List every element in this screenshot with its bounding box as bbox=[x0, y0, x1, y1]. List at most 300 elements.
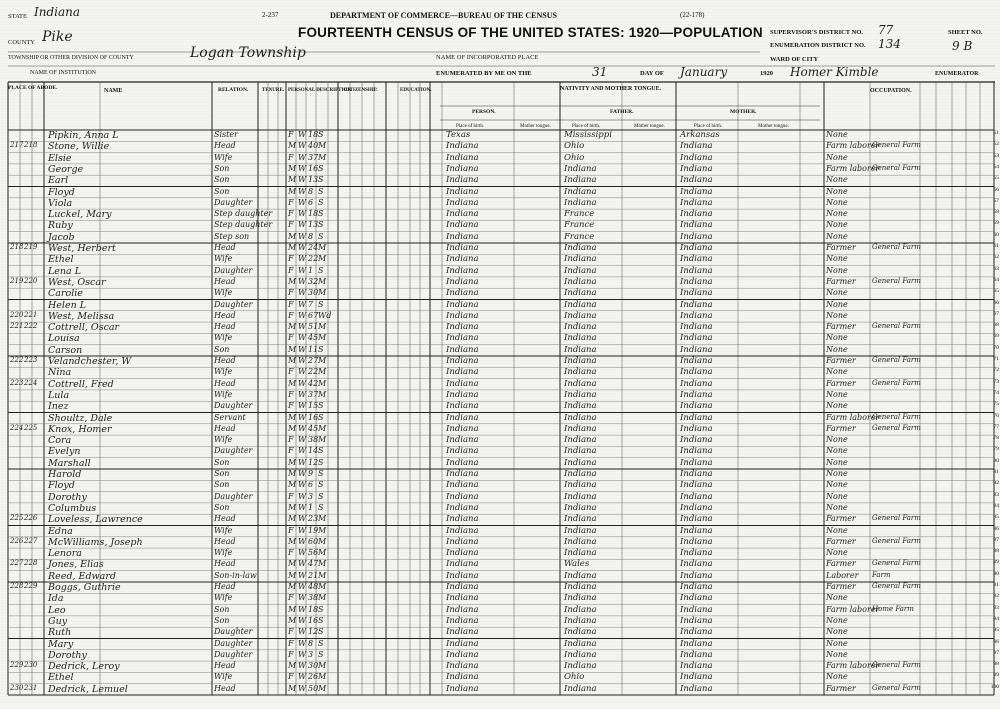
race: W bbox=[298, 548, 307, 558]
relation: Wife bbox=[214, 593, 233, 603]
line-number: 69 bbox=[993, 333, 999, 340]
relation: Head bbox=[214, 276, 236, 286]
marital-status: S bbox=[318, 344, 324, 354]
father-birthplace: Indiana bbox=[564, 423, 597, 434]
line-number: 91 bbox=[993, 582, 999, 588]
industry: General Farm bbox=[872, 356, 921, 364]
birthplace: Indiana bbox=[446, 615, 479, 626]
industry: General Farm bbox=[872, 141, 921, 150]
birthplace: Indiana bbox=[446, 299, 479, 310]
race: W bbox=[298, 265, 307, 275]
marital-status: S bbox=[318, 649, 324, 659]
age: 67 bbox=[308, 310, 319, 320]
marital-status: S bbox=[318, 627, 324, 637]
sex: F bbox=[288, 254, 294, 264]
relation: Daughter bbox=[214, 197, 253, 207]
race: W bbox=[298, 186, 307, 196]
race: W bbox=[298, 627, 307, 637]
person-name: Inez bbox=[48, 401, 69, 413]
family-number: 223 bbox=[24, 356, 38, 364]
father-birthplace: Indiana bbox=[564, 683, 597, 694]
person-name: Marshall bbox=[48, 457, 91, 469]
occupation: Farmer bbox=[826, 276, 856, 286]
race: W bbox=[298, 220, 307, 230]
relation: Head bbox=[214, 141, 236, 151]
race: W bbox=[298, 480, 307, 490]
relation: Head bbox=[214, 322, 236, 332]
person-name: Elsie bbox=[48, 152, 72, 164]
mother-birthplace: Indiana bbox=[680, 152, 713, 163]
birthplace: Indiana bbox=[446, 367, 479, 378]
heading-relation: RELATION. bbox=[218, 87, 249, 93]
person-name: Columbus bbox=[48, 502, 97, 514]
occupation: None bbox=[826, 344, 848, 354]
mother-birthplace: Indiana bbox=[680, 231, 713, 242]
birthplace: Indiana bbox=[446, 152, 479, 163]
race: W bbox=[298, 209, 307, 219]
industry: Home Farm bbox=[872, 604, 914, 613]
marital-status: M bbox=[318, 333, 327, 343]
occupation: Farm laborer bbox=[826, 604, 880, 614]
race: W bbox=[298, 175, 307, 185]
marital-status: S bbox=[318, 299, 324, 309]
marital-status: S bbox=[318, 604, 324, 614]
birthplace: Indiana bbox=[446, 582, 479, 592]
age: 14 bbox=[308, 446, 319, 456]
industry: General Farm bbox=[872, 276, 921, 285]
birthplace: Indiana bbox=[446, 231, 479, 242]
sex: M bbox=[288, 469, 297, 478]
race: W bbox=[298, 152, 307, 162]
line-number: 90 bbox=[993, 570, 999, 577]
line-number: 77 bbox=[993, 423, 999, 430]
mother-birthplace: Indiana bbox=[680, 367, 713, 378]
father-birthplace: Indiana bbox=[564, 401, 597, 412]
industry: General Farm bbox=[872, 514, 921, 523]
birthplace: Indiana bbox=[446, 243, 479, 253]
marital-status: M bbox=[318, 389, 327, 399]
line-number: 74 bbox=[993, 389, 999, 396]
marital-status: S bbox=[318, 615, 324, 625]
mother-birthplace: Indiana bbox=[680, 514, 713, 525]
industry: General Farm bbox=[872, 559, 921, 568]
sex: M bbox=[288, 412, 297, 422]
occupation: Farmer bbox=[826, 243, 856, 252]
form-number-left: 2-237 bbox=[262, 11, 279, 19]
occupation: Farmer bbox=[826, 683, 856, 693]
occupation: Farm laborer bbox=[826, 163, 880, 173]
sex: M bbox=[288, 661, 297, 671]
relation: Daughter bbox=[214, 627, 253, 637]
person-name: George bbox=[48, 163, 84, 175]
family-number: 218 bbox=[24, 141, 38, 150]
occupation: None bbox=[826, 310, 848, 320]
dwelling-number: 222 bbox=[10, 356, 24, 364]
birthplace: Indiana bbox=[446, 265, 479, 276]
birthplace: Indiana bbox=[446, 480, 479, 491]
person-name: McWilliams, Joseph bbox=[48, 536, 143, 548]
father-birthplace: France bbox=[564, 209, 595, 220]
line-number: 96 bbox=[993, 638, 999, 645]
occupation: None bbox=[826, 480, 848, 490]
line-number: 52 bbox=[993, 141, 999, 148]
birthplace: Indiana bbox=[446, 423, 479, 434]
person-name: Cottrell, Fred bbox=[48, 378, 114, 390]
mother-birthplace: Indiana bbox=[680, 469, 713, 479]
heading-personal: PERSONAL DESCRIPTION. bbox=[288, 88, 353, 93]
race: W bbox=[298, 514, 307, 524]
birthplace: Indiana bbox=[446, 525, 479, 536]
relation: Step son bbox=[214, 231, 250, 241]
sex: M bbox=[288, 231, 297, 241]
person-name: Jones, Elias bbox=[48, 559, 104, 571]
occupation: Laborer bbox=[826, 570, 859, 580]
heading-father: FATHER. bbox=[610, 109, 634, 115]
occupation: None bbox=[826, 389, 848, 399]
race: W bbox=[298, 412, 307, 422]
sex: F bbox=[288, 491, 294, 501]
line-number: 86 bbox=[993, 525, 999, 532]
state-label: STATE bbox=[8, 13, 27, 20]
father-birthplace: Indiana bbox=[564, 333, 597, 344]
line-number: 75 bbox=[993, 401, 999, 408]
occupation: None bbox=[826, 638, 848, 648]
birthplace: Indiana bbox=[446, 491, 479, 502]
father-birthplace: Indiana bbox=[564, 276, 597, 287]
race: W bbox=[298, 638, 307, 648]
birthplace: Indiana bbox=[446, 209, 479, 220]
person-name: Ruth bbox=[48, 627, 72, 639]
census-title: FOURTEENTH CENSUS OF THE UNITED STATES: 1920—POPULATION bbox=[298, 25, 763, 40]
father-birthplace: Indiana bbox=[564, 435, 597, 446]
father-birthplace: Indiana bbox=[564, 582, 597, 592]
age: 47 bbox=[308, 559, 319, 569]
person-name: Harold bbox=[48, 469, 82, 480]
race: W bbox=[298, 593, 307, 603]
father-birthplace: Indiana bbox=[564, 548, 597, 559]
age: 30 bbox=[308, 661, 319, 671]
race: W bbox=[298, 401, 307, 411]
father-birthplace: Indiana bbox=[564, 356, 597, 366]
person-name: Dedrick, Lemuel bbox=[48, 683, 128, 695]
marital-status: M bbox=[318, 276, 327, 286]
marital-status: S bbox=[318, 412, 324, 422]
race: W bbox=[298, 469, 307, 478]
age: 60 bbox=[308, 536, 319, 546]
mother-birthplace: Indiana bbox=[680, 389, 713, 400]
mother-birthplace: Indiana bbox=[680, 356, 713, 366]
mother-birthplace: Indiana bbox=[680, 276, 713, 287]
month-value: January bbox=[680, 65, 728, 79]
person-name: West, Melissa bbox=[48, 310, 115, 322]
relation: Son bbox=[214, 502, 230, 512]
age: 15 bbox=[308, 401, 319, 411]
relation: Son bbox=[214, 457, 230, 467]
birthplace: Indiana bbox=[446, 469, 479, 479]
mother-birthplace: Indiana bbox=[680, 570, 713, 581]
father-birthplace: Indiana bbox=[564, 514, 597, 525]
occupation: None bbox=[826, 265, 848, 275]
person-name: Ruby bbox=[48, 220, 73, 232]
marital-status: M bbox=[318, 435, 327, 445]
marital-status: M bbox=[318, 514, 327, 524]
family-number: 228 bbox=[24, 559, 38, 568]
line-number: 88 bbox=[993, 548, 999, 555]
relation: Son bbox=[214, 480, 230, 490]
dwelling-number: 217 bbox=[10, 141, 24, 150]
line-number: 63 bbox=[993, 265, 999, 272]
county-value: Pike bbox=[42, 29, 73, 45]
industry: General Farm bbox=[872, 683, 921, 692]
age: 12 bbox=[308, 627, 319, 637]
father-birthplace: Ohio bbox=[564, 672, 585, 683]
occupation: Farmer bbox=[826, 514, 856, 524]
industry: General Farm bbox=[872, 322, 921, 331]
sex: F bbox=[288, 152, 294, 162]
marital-status: M bbox=[318, 548, 327, 558]
mother-birthplace: Indiana bbox=[680, 344, 713, 355]
person-name: Cora bbox=[48, 435, 72, 447]
line-number: 72 bbox=[993, 367, 999, 374]
person-name: Evelyn bbox=[48, 446, 81, 458]
father-birthplace: Indiana bbox=[564, 186, 597, 197]
dwelling-number: 223 bbox=[10, 378, 24, 387]
occupation: Farmer bbox=[826, 378, 856, 388]
relation: Head bbox=[214, 683, 236, 693]
mother-birthplace: Indiana bbox=[680, 310, 713, 321]
race: W bbox=[298, 446, 307, 456]
marital-status: M bbox=[318, 683, 327, 693]
sex: M bbox=[288, 559, 297, 569]
enumerated-label: ENUMERATED BY ME ON THE bbox=[436, 70, 532, 77]
age: 19 bbox=[308, 525, 319, 535]
mother-birthplace: Indiana bbox=[680, 446, 713, 457]
relation: Son bbox=[214, 615, 230, 625]
birthplace: Indiana bbox=[446, 254, 479, 265]
occupation: None bbox=[826, 627, 848, 637]
heading-tenure: TENURE. bbox=[262, 88, 285, 93]
occupation: None bbox=[826, 220, 848, 230]
race: W bbox=[298, 536, 307, 546]
marital-status: S bbox=[318, 163, 324, 173]
person-name: Luckel, Mary bbox=[48, 209, 112, 221]
heading-mt-mother: Mother tongue. bbox=[758, 124, 789, 129]
person-name: Pipkin, Anna L bbox=[48, 130, 119, 141]
race: W bbox=[298, 163, 307, 173]
mother-birthplace: Indiana bbox=[680, 604, 713, 615]
marital-status: M bbox=[318, 559, 327, 569]
race: W bbox=[298, 559, 307, 569]
father-birthplace: Indiana bbox=[564, 649, 597, 660]
relation: Head bbox=[214, 310, 236, 320]
race: W bbox=[298, 649, 307, 659]
state-value: Indiana bbox=[34, 5, 81, 19]
person-name: Nina bbox=[48, 367, 72, 379]
occupation: None bbox=[826, 469, 848, 478]
incorporated-label: NAME OF INCORPORATED PLACE bbox=[436, 54, 539, 61]
mother-birthplace: Indiana bbox=[680, 378, 713, 389]
birthplace: Indiana bbox=[446, 435, 479, 446]
relation: Wife bbox=[214, 367, 233, 377]
age: 22 bbox=[308, 254, 319, 264]
marital-status: S bbox=[318, 457, 324, 467]
occupation: None bbox=[826, 502, 848, 512]
occupation: None bbox=[826, 130, 848, 139]
age: 38 bbox=[308, 593, 319, 603]
birthplace: Indiana bbox=[446, 141, 479, 152]
occupation: None bbox=[826, 175, 848, 185]
heading-person: PERSON. bbox=[472, 109, 496, 115]
age: 24 bbox=[308, 243, 319, 252]
dwelling-number: 227 bbox=[10, 559, 24, 568]
marital-status: S bbox=[318, 220, 324, 230]
age: 51 bbox=[308, 322, 319, 332]
line-number: 64 bbox=[993, 276, 999, 283]
race: W bbox=[298, 457, 307, 467]
person-name: Louisa bbox=[48, 333, 80, 345]
family-number: 230 bbox=[24, 661, 38, 670]
race: W bbox=[298, 423, 307, 433]
family-number: 227 bbox=[24, 536, 38, 545]
sex: M bbox=[288, 683, 297, 693]
line-number: 99 bbox=[993, 672, 999, 679]
relation: Son bbox=[214, 344, 230, 354]
sex: F bbox=[288, 649, 294, 659]
sex: M bbox=[288, 514, 297, 524]
family-number: 220 bbox=[24, 276, 38, 285]
relation: Daughter bbox=[214, 638, 253, 648]
birthplace: Indiana bbox=[446, 536, 479, 547]
birthplace: Indiana bbox=[446, 627, 479, 638]
father-birthplace: Indiana bbox=[564, 412, 597, 423]
marital-status: S bbox=[318, 231, 324, 241]
age: 56 bbox=[308, 548, 319, 558]
line-number: 89 bbox=[993, 559, 999, 566]
birthplace: Indiana bbox=[446, 333, 479, 344]
mother-birthplace: Indiana bbox=[680, 175, 713, 186]
father-birthplace: Wales bbox=[564, 559, 590, 570]
marital-status: S bbox=[318, 480, 324, 490]
mother-birthplace: Indiana bbox=[680, 683, 713, 694]
marital-status: S bbox=[318, 401, 324, 411]
age: 13 bbox=[308, 220, 319, 230]
race: W bbox=[298, 197, 307, 207]
father-birthplace: Indiana bbox=[564, 288, 597, 299]
father-birthplace: Indiana bbox=[564, 593, 597, 604]
supervisor-value: 77 bbox=[878, 23, 894, 37]
birthplace: Indiana bbox=[446, 683, 479, 694]
age: 30 bbox=[308, 288, 319, 298]
father-birthplace: Indiana bbox=[564, 457, 597, 468]
sex: F bbox=[288, 638, 294, 648]
birthplace: Indiana bbox=[446, 604, 479, 615]
marital-status: S bbox=[318, 186, 324, 196]
person-name: Ethel bbox=[48, 672, 74, 684]
relation: Head bbox=[214, 423, 236, 433]
age: 38 bbox=[308, 435, 319, 445]
relation: Daughter bbox=[214, 446, 253, 456]
relation: Wife bbox=[214, 152, 233, 162]
race: W bbox=[298, 582, 307, 591]
occupation: None bbox=[826, 209, 848, 219]
father-birthplace: Indiana bbox=[564, 502, 597, 513]
line-number: 97 bbox=[993, 649, 999, 656]
dwelling-number: 221 bbox=[10, 322, 24, 331]
mother-birthplace: Indiana bbox=[680, 265, 713, 276]
sex: M bbox=[288, 356, 297, 365]
department-line: DEPARTMENT OF COMMERCE—BUREAU OF THE CENSUS bbox=[330, 11, 557, 20]
sex: M bbox=[288, 615, 297, 625]
industry: General Farm bbox=[872, 423, 921, 432]
heading-occupation: OCCUPATION. bbox=[870, 88, 912, 94]
marital-status: Wd bbox=[318, 310, 332, 320]
industry: General Farm bbox=[872, 412, 921, 421]
father-birthplace: Indiana bbox=[564, 265, 597, 276]
heading-name: NAME bbox=[104, 88, 123, 94]
line-number: 68 bbox=[993, 322, 999, 329]
mother-birthplace: Indiana bbox=[680, 412, 713, 423]
occupation: None bbox=[826, 446, 848, 456]
occupation: None bbox=[826, 186, 848, 196]
person-name: Jacob bbox=[48, 231, 75, 243]
relation: Son bbox=[214, 163, 230, 173]
mother-birthplace: Indiana bbox=[680, 197, 713, 208]
father-birthplace: Indiana bbox=[564, 491, 597, 502]
occupation: None bbox=[826, 197, 848, 207]
father-birthplace: Indiana bbox=[564, 525, 597, 536]
age: 18 bbox=[308, 130, 319, 139]
age: 18 bbox=[308, 209, 319, 219]
sex: F bbox=[288, 265, 294, 275]
family-number: 229 bbox=[24, 582, 38, 590]
mother-birthplace: Indiana bbox=[680, 435, 713, 446]
relation: Head bbox=[214, 582, 236, 591]
relation: Wife bbox=[214, 389, 233, 399]
marital-status: M bbox=[318, 356, 327, 365]
birthplace: Indiana bbox=[446, 649, 479, 660]
line-number: 54 bbox=[993, 163, 999, 170]
marital-status: M bbox=[318, 152, 327, 162]
line-number: 62 bbox=[993, 254, 999, 261]
ward-label: WARD OF CITY bbox=[770, 56, 819, 63]
mother-birthplace: Indiana bbox=[680, 491, 713, 502]
person-name: Lenora bbox=[48, 548, 82, 560]
age: 8 bbox=[308, 638, 314, 648]
line-number: 84 bbox=[993, 502, 999, 509]
sex: F bbox=[288, 288, 294, 298]
person-name: Earl bbox=[48, 175, 69, 187]
marital-status: S bbox=[318, 265, 324, 275]
age: 48 bbox=[308, 582, 319, 591]
father-birthplace: Indiana bbox=[564, 197, 597, 208]
mother-birthplace: Indiana bbox=[680, 649, 713, 660]
person-name: Floyd bbox=[48, 186, 75, 198]
line-number: 100 bbox=[990, 683, 999, 690]
occupation: None bbox=[826, 491, 848, 501]
person-name: Stone, Willie bbox=[48, 141, 110, 153]
mother-birthplace: Indiana bbox=[680, 288, 713, 299]
line-number: 66 bbox=[993, 299, 999, 306]
sex: F bbox=[288, 310, 294, 320]
birthplace: Indiana bbox=[446, 514, 479, 525]
township-label: TOWNSHIP OR OTHER DIVISION OF COUNTY bbox=[8, 55, 134, 61]
marital-status: S bbox=[318, 175, 324, 185]
father-birthplace: Indiana bbox=[564, 570, 597, 581]
person-name: Helen L bbox=[48, 299, 87, 311]
line-number: 78 bbox=[993, 435, 999, 442]
birthplace: Indiana bbox=[446, 356, 479, 366]
race: W bbox=[298, 288, 307, 298]
